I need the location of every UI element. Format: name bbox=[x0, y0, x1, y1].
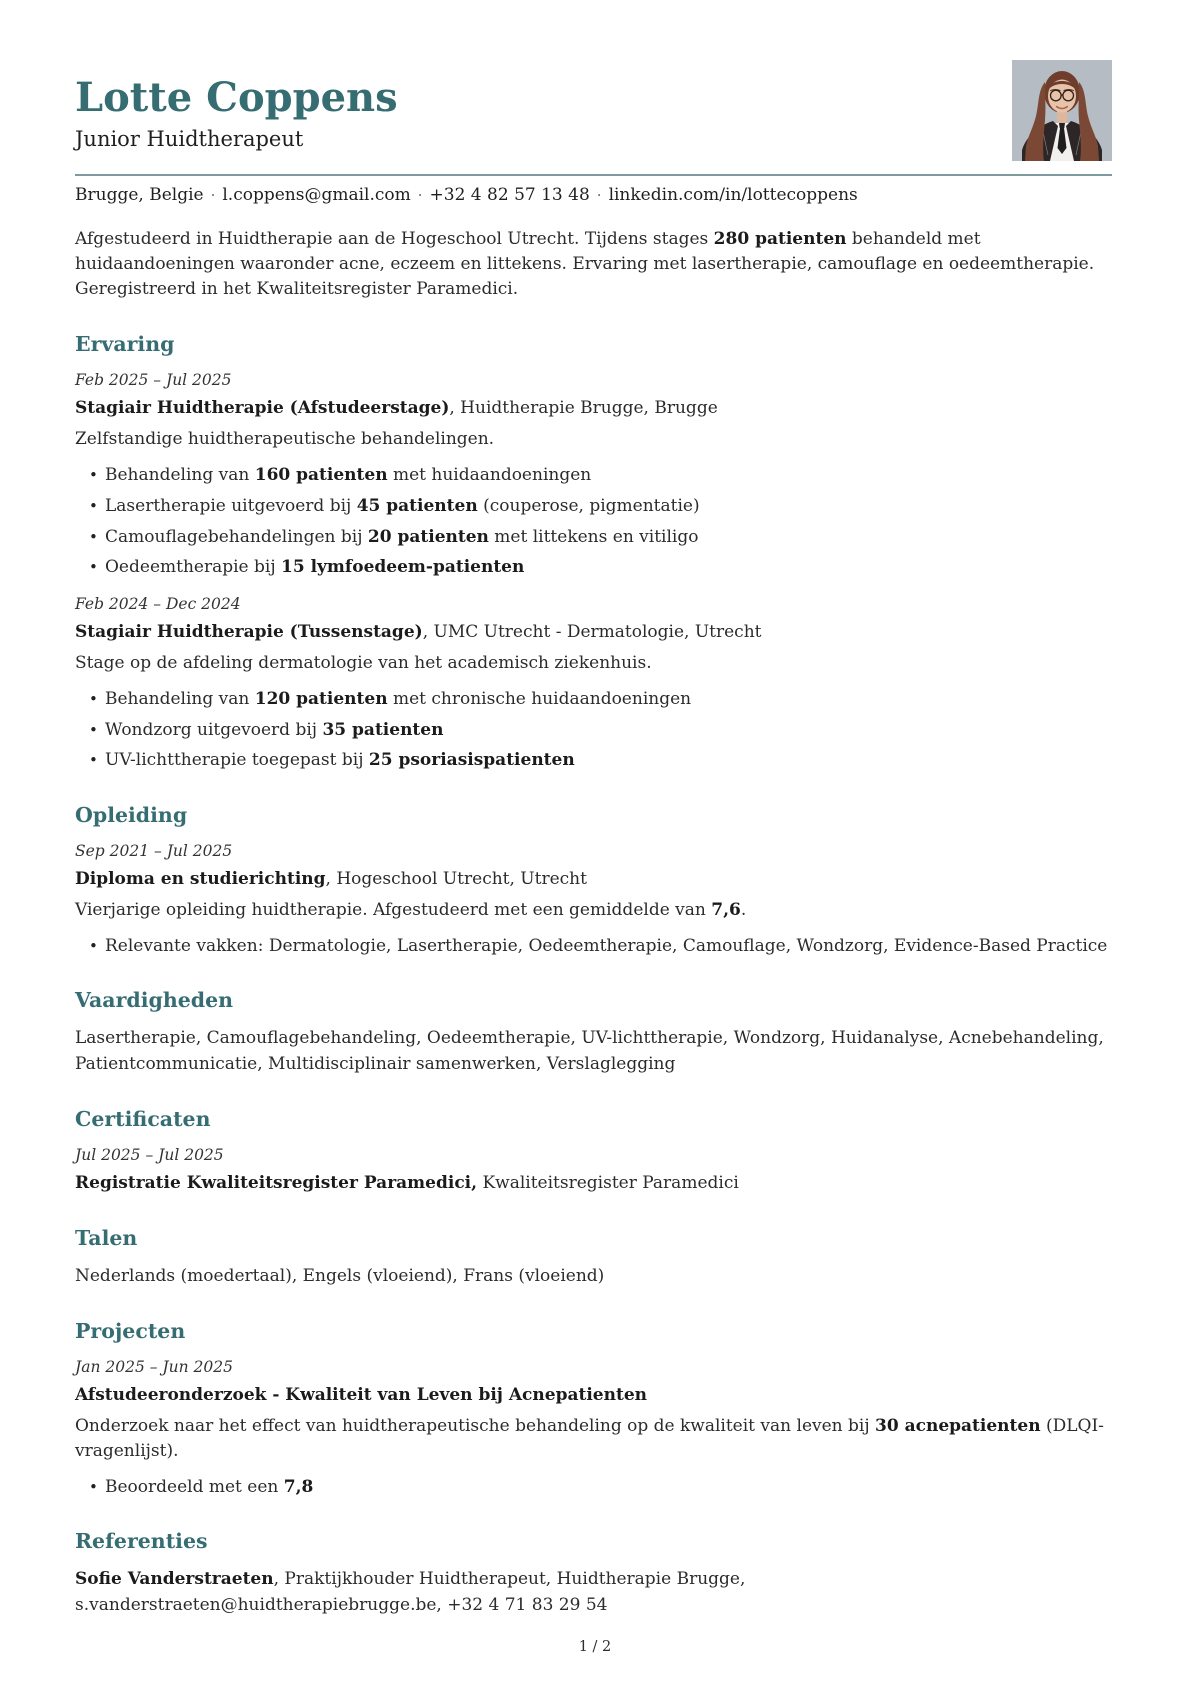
entry-text bbox=[75, 1026, 1112, 1076]
section-heading: Talen bbox=[75, 1225, 138, 1250]
section-heading: Projecten bbox=[75, 1318, 186, 1343]
section-heading: Ervaring bbox=[75, 332, 175, 357]
entry bbox=[75, 1358, 1112, 1500]
entry-date: Feb 2025 – Jul 2025 bbox=[75, 371, 232, 390]
job-title: Junior Huidtherapeut bbox=[75, 127, 304, 151]
bold-text: 120 patienten bbox=[254, 688, 388, 709]
section-talen bbox=[75, 1226, 1112, 1289]
section-opleiding bbox=[75, 803, 1112, 959]
bullet-item bbox=[75, 1475, 1112, 1500]
text-segment: Vierjarige opleiding huidtherapie. Afgestudeerd met een gemiddelde van bbox=[75, 899, 712, 920]
text-segment: , UMC Utrecht - Dermatologie, Utrecht bbox=[422, 621, 762, 642]
section-projecten bbox=[75, 1319, 1112, 1500]
section-vaardigheden bbox=[75, 988, 1112, 1076]
section-ervaring bbox=[75, 332, 1112, 772]
entry bbox=[75, 1567, 1112, 1617]
entry-date: Feb 2024 – Dec 2024 bbox=[75, 594, 241, 613]
text-segment: Behandeling van bbox=[105, 465, 255, 486]
text-segment: Zelfstandige huidtherapeutische behandelingen. bbox=[75, 429, 495, 450]
text-segment: Behandeling van bbox=[105, 688, 255, 709]
entry-title bbox=[75, 868, 1112, 892]
text-segment: met littekens en vitiligo bbox=[488, 526, 699, 547]
bullet-item bbox=[75, 494, 1112, 519]
section-referenties bbox=[75, 1529, 1112, 1617]
page-number: 1 / 2 bbox=[578, 1639, 612, 1655]
text-segment: Lasertherapie uitgevoerd bij bbox=[105, 496, 357, 517]
section-heading: Referenties bbox=[75, 1529, 208, 1554]
text-segment: Afgestudeerd in Huidtherapie aan de Hogeschool Utrecht. Tijdens stages bbox=[75, 229, 714, 249]
text-segment: (DLQI-vragenlijst). bbox=[75, 1415, 1104, 1461]
bold-text: Stagiair Huidtherapie (Tussenstage) bbox=[75, 621, 423, 642]
entry-title bbox=[75, 1384, 1112, 1408]
bold-text: Registratie Kwaliteitsregister Paramedici, bbox=[75, 1172, 478, 1193]
bullet-list bbox=[75, 934, 1112, 959]
contact-separator: · bbox=[210, 186, 216, 204]
entry bbox=[75, 371, 1112, 580]
text-segment: met huidaandoeningen bbox=[387, 465, 592, 486]
text-segment: , Hogeschool Utrecht, Utrecht bbox=[325, 868, 587, 889]
text-segment: Stage op de afdeling dermatologie van het academisch ziekenhuis. bbox=[75, 652, 652, 673]
text-segment: behandeld met huidaandoeningen waaronder acne, eczeem en littekens. Ervaring met lasertherapie, camouflage en oedeemtherapie. Geregistreerd in het Kwaliteitsregister Paramedici. bbox=[75, 229, 1095, 300]
contact-separator: · bbox=[596, 186, 602, 204]
sections bbox=[75, 332, 1112, 1617]
bold-text: 160 patienten bbox=[254, 465, 388, 486]
entry bbox=[75, 842, 1112, 959]
entry-date: Jan 2025 – Jun 2025 bbox=[75, 1357, 233, 1376]
bold-text: 45 patienten bbox=[356, 496, 478, 517]
entry-text bbox=[75, 651, 1112, 676]
contact-location: Brugge, Belgie bbox=[75, 185, 204, 205]
text-segment: (couperose, pigmentatie) bbox=[477, 496, 700, 517]
bold-text: Stagiair Huidtherapie (Afstudeerstage) bbox=[75, 398, 450, 419]
text-segment: , Praktijkhouder Huidtherapeut, Huidtherapie Brugge, s.vanderstraeten@huidtherapiebrugge.be, +32 4 71 83 29 54 bbox=[75, 1569, 746, 1615]
text-segment: Camouflagebehandelingen bij bbox=[105, 526, 368, 547]
entry-text bbox=[75, 1414, 1112, 1464]
text-segment: Wondzorg uitgevoerd bij bbox=[105, 719, 323, 740]
entry-title bbox=[75, 1172, 1112, 1196]
bullet-list bbox=[75, 687, 1112, 773]
text-segment: Onderzoek naar het effect van huidtherapeutische behandeling op de kwaliteit van leven bij bbox=[75, 1415, 876, 1436]
bold-text: 25 psoriasispatienten bbox=[368, 750, 575, 771]
profile-photo bbox=[1012, 60, 1112, 161]
contact-linkedin: linkedin.com/in/lottecoppens bbox=[608, 185, 858, 205]
entry-title bbox=[75, 397, 1112, 421]
entry bbox=[75, 595, 1112, 773]
bullet-item bbox=[75, 718, 1112, 743]
bold-text: Sofie Vanderstraeten bbox=[75, 1569, 274, 1590]
text-segment: Nederlands (moedertaal), Engels (vloeiend), Frans (vloeiend) bbox=[75, 1265, 605, 1286]
entry-text bbox=[75, 1567, 1112, 1617]
text-segment: Kwaliteitsregister Paramedici bbox=[477, 1172, 739, 1193]
section-heading: Vaardigheden bbox=[75, 988, 234, 1013]
text-segment: . bbox=[740, 899, 747, 920]
section-certificaten bbox=[75, 1107, 1112, 1196]
contact-email: l.coppens@gmail.com bbox=[222, 185, 411, 205]
header-divider bbox=[75, 174, 1112, 176]
entry-date: Sep 2021 – Jul 2025 bbox=[75, 841, 233, 860]
header-text bbox=[75, 60, 398, 151]
contact-separator: · bbox=[417, 186, 423, 204]
section-heading: Certificaten bbox=[75, 1106, 211, 1131]
text-segment: UV-lichttherapie toegepast bij bbox=[105, 750, 369, 771]
bold-text: 35 patienten bbox=[322, 719, 444, 740]
bullet-list bbox=[75, 1475, 1112, 1500]
bullet-item bbox=[75, 525, 1112, 550]
bullet-item bbox=[75, 934, 1112, 959]
entry-text bbox=[75, 427, 1112, 452]
entry bbox=[75, 1264, 1112, 1289]
bullet-item bbox=[75, 748, 1112, 773]
entry bbox=[75, 1146, 1112, 1196]
bold-text: 7,6 bbox=[711, 899, 741, 920]
contact-line bbox=[75, 185, 1112, 205]
text-segment: Beoordeeld met een bbox=[105, 1476, 284, 1497]
entry-text bbox=[75, 898, 1112, 923]
summary bbox=[75, 227, 1112, 302]
bold-text: 30 acnepatienten bbox=[875, 1415, 1041, 1436]
contact-phone: +32 4 82 57 13 48 bbox=[429, 185, 590, 205]
bullet-list bbox=[75, 463, 1112, 580]
entry-text bbox=[75, 1264, 1112, 1289]
text-segment: met chronische huidaandoeningen bbox=[387, 688, 692, 709]
entry-title bbox=[75, 621, 1112, 645]
entry bbox=[75, 1026, 1112, 1076]
bold-text: 280 patienten bbox=[713, 229, 847, 249]
entry-date: Jul 2025 – Jul 2025 bbox=[75, 1145, 224, 1164]
bold-text: Afstudeeronderzoek - Kwaliteit van Leven bij Acnepatienten bbox=[75, 1384, 647, 1405]
bullet-item bbox=[75, 687, 1112, 712]
text-segment: Lasertherapie, Camouflagebehandeling, Oedeemtherapie, UV-lichttherapie, Wondzorg, Huidanalyse, Acnebehandeling, Patientcommunicatie, Multidisciplinair samenwerken, Verslaglegging bbox=[75, 1028, 1104, 1074]
section-heading: Opleiding bbox=[75, 802, 188, 827]
text-segment: Oedeemtherapie bij bbox=[105, 557, 282, 578]
bold-text: Diploma en studierichting bbox=[75, 868, 326, 889]
text-segment: , Huidtherapie Brugge, Brugge bbox=[449, 398, 718, 419]
bold-text: 20 patienten bbox=[367, 526, 489, 547]
bold-text: 7,8 bbox=[283, 1476, 314, 1497]
bold-text: 15 lymfoedeem-patienten bbox=[281, 557, 525, 578]
bullet-item bbox=[75, 463, 1112, 488]
person-name: Lotte Coppens bbox=[75, 74, 398, 121]
text-segment: Relevante vakken: Dermatologie, Lasertherapie, Oedeemtherapie, Camouflage, Wondzorg, Evidence-Based Practice bbox=[105, 935, 1108, 956]
header bbox=[75, 60, 1112, 161]
bullet-item bbox=[75, 555, 1112, 580]
